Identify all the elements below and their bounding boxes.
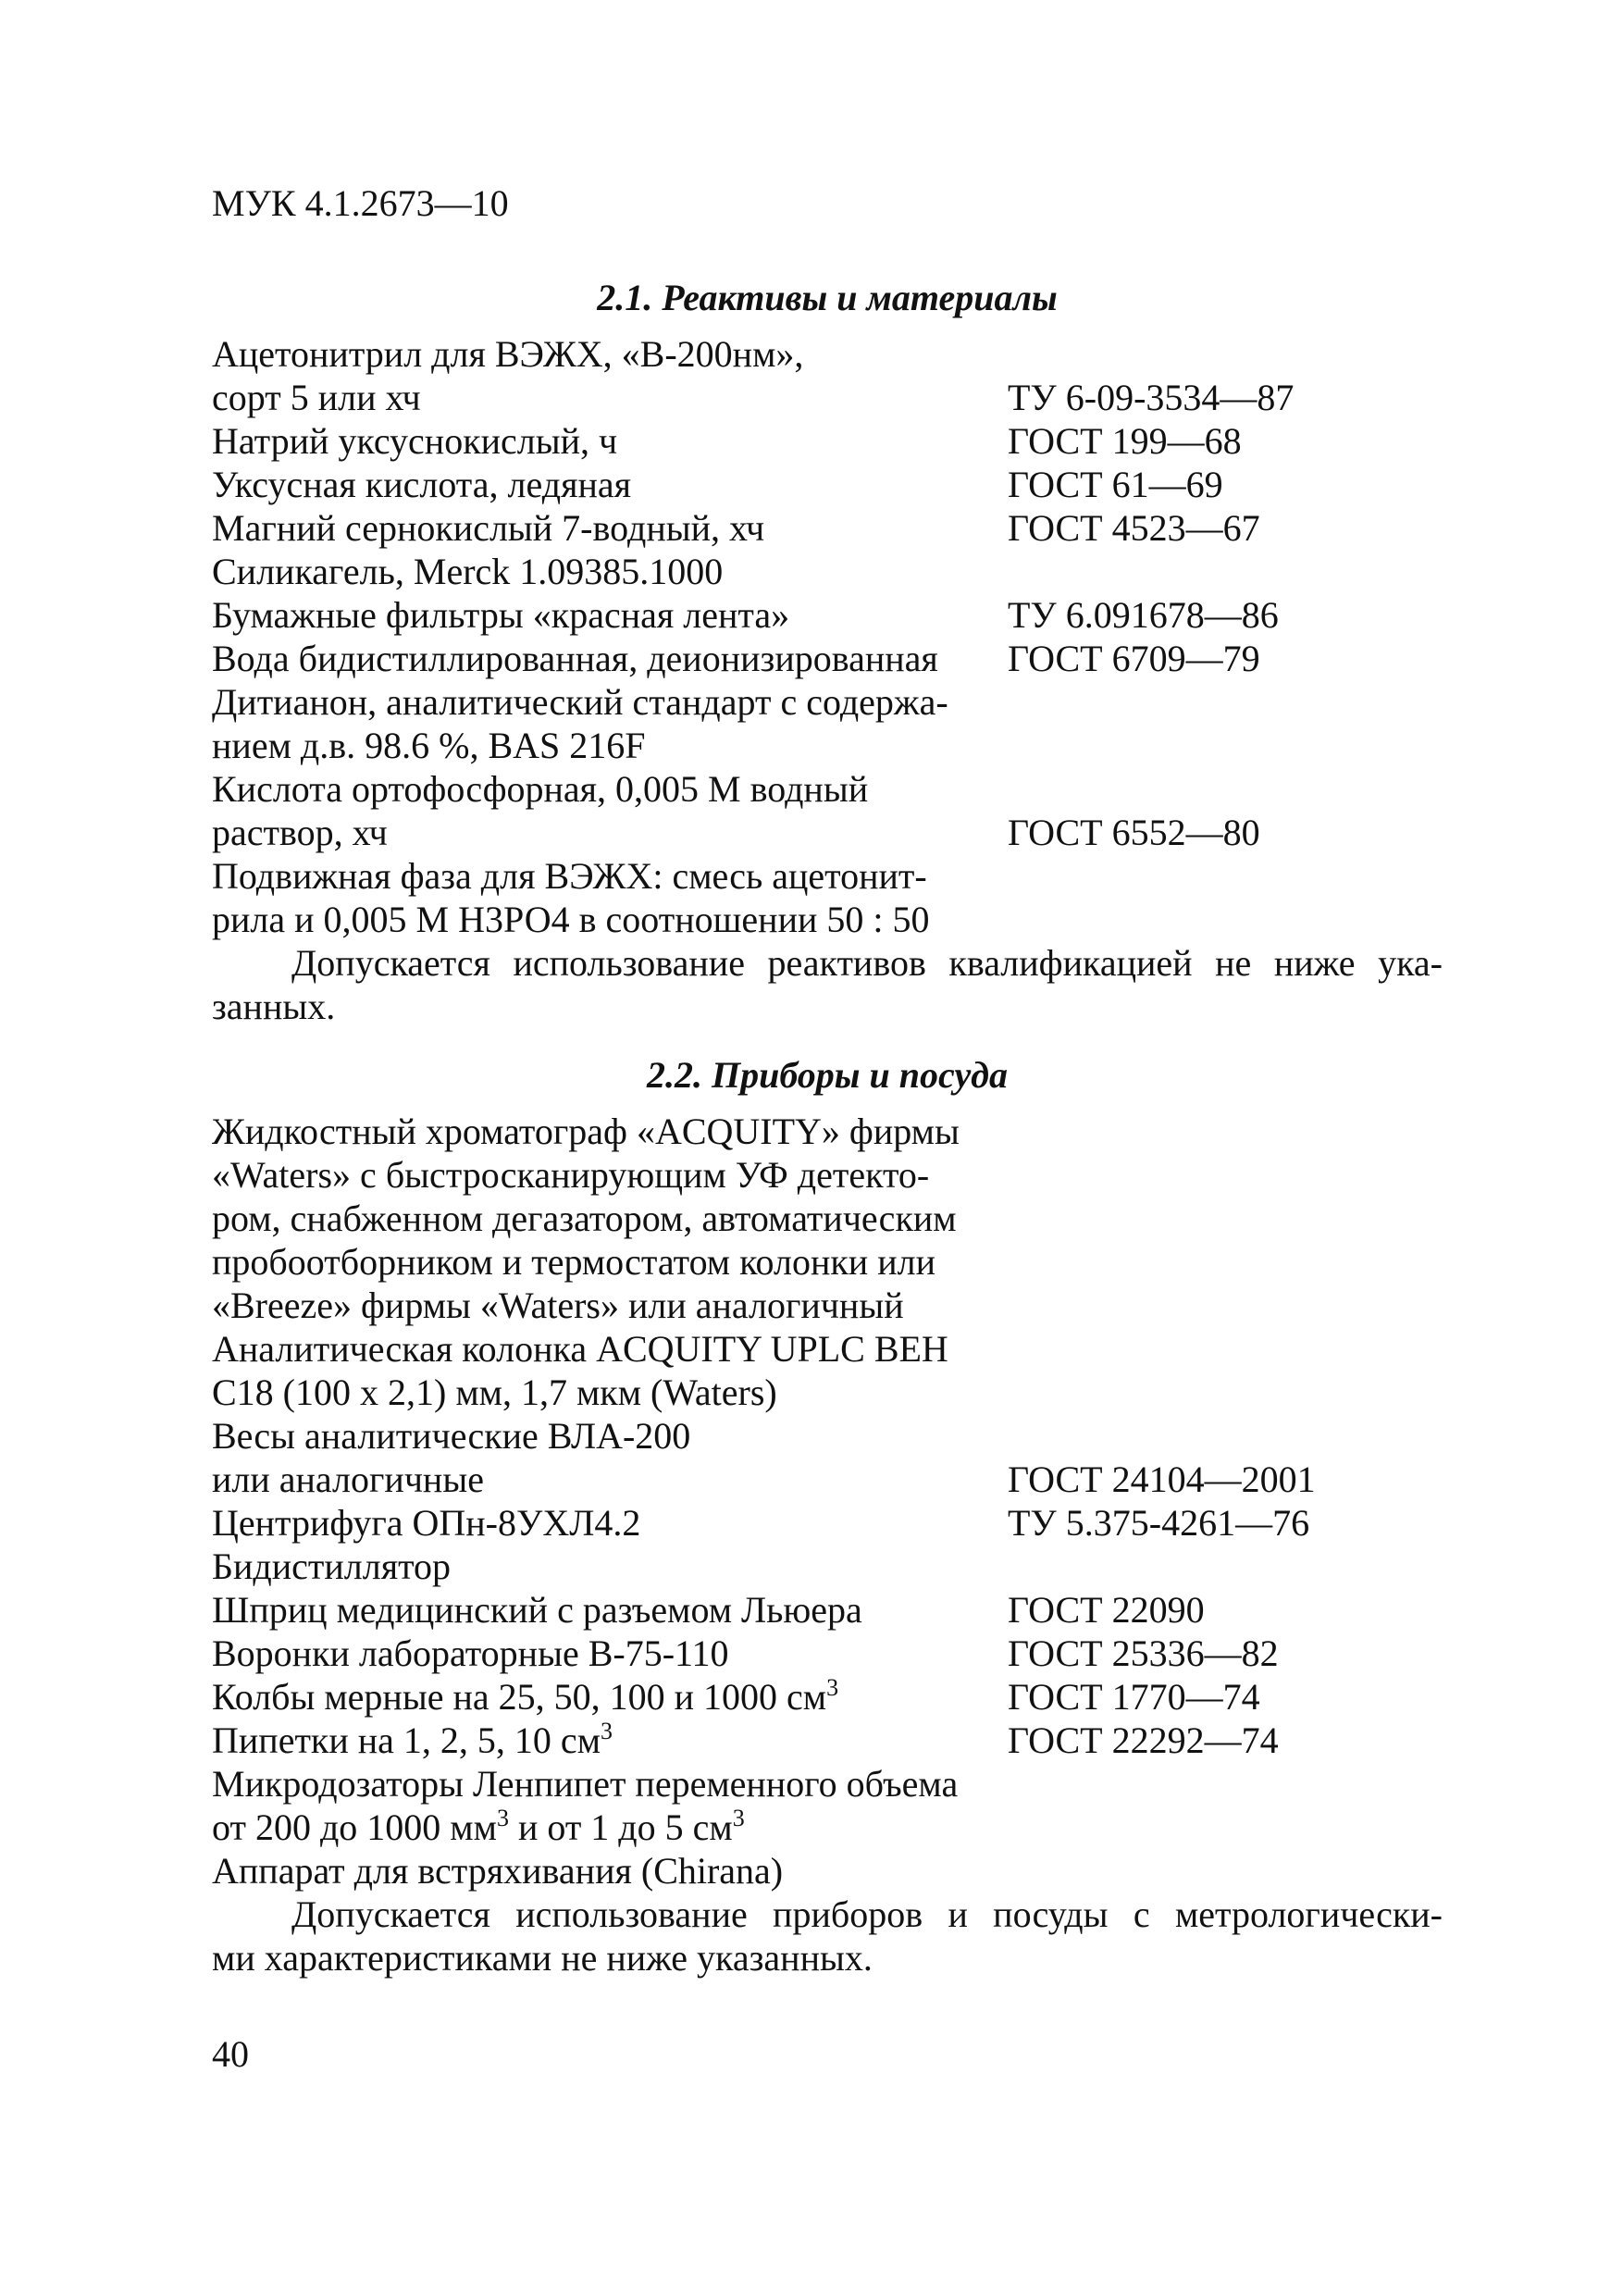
item-name: «Waters» с быстросканирующим УФ детекто-: [212, 1154, 930, 1196]
item-standard: ГОСТ 24104—2001: [1008, 1458, 1316, 1500]
item-standard: ГОСТ 61—69: [1008, 464, 1223, 505]
list-item: [212, 1197, 1443, 1240]
item-standard: ТУ 5.375-4261—76: [1008, 1502, 1310, 1544]
list-item: [212, 1284, 1443, 1327]
list-item: [212, 506, 1443, 550]
note-line: Допускается использование приборов и посуды с метрологически-: [291, 1893, 1443, 1935]
item-name: рила и 0,005 М Н3РО4 в соотношении 50 : 50: [212, 899, 930, 940]
item-name: С18 (100 х 2,1) мм, 1,7 мкм (Waters): [212, 1371, 777, 1413]
item-name: Бумажные фильтры «красная лента»: [212, 594, 790, 636]
page-number: 40: [212, 2033, 249, 2075]
instruments-list: [212, 1110, 1443, 1893]
list-item: [212, 419, 1443, 463]
item-name: Воронки лабораторные В-75-110: [212, 1632, 729, 1674]
list-item-flasks: [212, 1675, 1443, 1719]
list-item: [212, 1327, 1443, 1371]
item-name: ром, снабженном дегазатором, автоматическим: [212, 1198, 957, 1239]
list-item: [212, 463, 1443, 506]
list-item-pipettes: [212, 1719, 1443, 1762]
list-item: [212, 1806, 1443, 1849]
item-name: [212, 1719, 613, 1762]
list-item: [212, 332, 1443, 376]
item-name: Бидистиллятор: [212, 1545, 452, 1587]
item-name: Уксусная кислота, ледяная: [212, 464, 632, 505]
item-name: Жидкостный хроматограф «ACQUITY» фирмы: [212, 1111, 960, 1152]
item-name: [212, 1675, 838, 1719]
item-name: нием д.в. 98.6 %, BAS 216F: [212, 725, 646, 766]
list-item: [212, 1588, 1443, 1632]
item-standard: ГОСТ 1770—74: [1008, 1676, 1260, 1718]
item-name: «Breeze» фирмы «Waters» или аналогичный: [212, 1285, 904, 1326]
item-name: Шприц медицинский с разъемом Льюера: [212, 1589, 862, 1631]
list-item: [212, 593, 1443, 637]
superscript: 3: [826, 1674, 839, 1701]
item-name: раствор, хч: [212, 812, 388, 853]
reagents-note: [212, 941, 1443, 1028]
list-item: [212, 1414, 1443, 1458]
note-line: ми характеристиками не ниже указанных.: [212, 1937, 873, 1979]
item-name-text: Пипетки на 1, 2, 5, 10 см: [212, 1719, 601, 1761]
list-item: [212, 1762, 1443, 1806]
list-item: [212, 1458, 1443, 1501]
item-name: Кислота ортофосфорная, 0,005 М водный: [212, 768, 869, 810]
list-item: [212, 376, 1443, 419]
item-name: Натрий уксуснокислый, ч: [212, 420, 618, 462]
list-item: [212, 1632, 1443, 1675]
list-item: [212, 1849, 1443, 1893]
instruments-note: [212, 1893, 1443, 1980]
list-item: [212, 1110, 1443, 1153]
list-item: [212, 1501, 1443, 1545]
item-name: Ацетонитрил для ВЭЖХ, «В-200нм»,: [212, 333, 804, 375]
item-name: Аналитическая колонка ACQUITY UPLC BEH: [212, 1328, 948, 1370]
list-item: [212, 1371, 1443, 1414]
note-line: Допускается использование реактивов квалификацией не ниже ука-: [291, 942, 1443, 984]
item-standard: ГОСТ 199—68: [1008, 420, 1242, 462]
item-name: сорт 5 или хч: [212, 377, 421, 418]
superscript: 3: [732, 1805, 745, 1831]
note-line: занных.: [212, 986, 336, 1027]
list-item: [212, 1240, 1443, 1284]
document-header: МУК 4.1.2673—10: [212, 182, 509, 224]
item-standard: ГОСТ 22292—74: [1008, 1719, 1279, 1761]
item-name: Вода бидистиллированная, деионизированная: [212, 638, 938, 679]
item-name: [212, 1806, 745, 1849]
list-item: [212, 637, 1443, 680]
item-name: Аппарат для встряхивания (Chirana): [212, 1850, 784, 1892]
section-title-reagents: 2.1. Реактивы и материалы: [597, 277, 1058, 318]
list-item: [212, 1545, 1443, 1588]
list-item: [212, 767, 1443, 811]
item-name: Микродозаторы Ленпипет переменного объема: [212, 1763, 959, 1805]
item-name-text: Колбы мерные на 25, 50, 100 и 1000 см: [212, 1676, 827, 1718]
list-item: [212, 811, 1443, 854]
item-name: Весы аналитические ВЛА-200: [212, 1415, 691, 1457]
list-item: [212, 550, 1443, 593]
list-item: [212, 898, 1443, 941]
reagents-list: [212, 332, 1443, 941]
section-title-instruments: 2.2. Приборы и посуда: [647, 1054, 1008, 1096]
superscript: 3: [496, 1805, 509, 1831]
item-name: пробоотборником и термостатом колонки или: [212, 1241, 935, 1283]
item-name: или аналогичные: [212, 1458, 484, 1500]
item-name: Магний сернокислый 7-водный, хч: [212, 507, 765, 549]
list-item: [212, 1153, 1443, 1197]
item-standard: ГОСТ 25336—82: [1008, 1632, 1279, 1674]
item-standard: ТУ 6.091678—86: [1008, 594, 1279, 636]
item-standard: ТУ 6-09-3534—87: [1008, 377, 1295, 418]
item-standard: ГОСТ 4523—67: [1008, 507, 1260, 549]
item-standard: ГОСТ 22090: [1008, 1589, 1205, 1631]
item-name-text: от 200 до 1000 мм: [212, 1806, 497, 1848]
list-item: [212, 680, 1443, 724]
item-name-text: и от 1 до 5 см: [508, 1806, 733, 1848]
item-name: Дитианон, аналитический стандарт с содержа-: [212, 681, 948, 723]
item-name: Силикагель, Merck 1.09385.1000: [212, 551, 724, 592]
item-standard: ГОСТ 6552—80: [1008, 812, 1260, 853]
item-name: Центрифуга ОПн-8УХЛ4.2: [212, 1502, 641, 1544]
list-item: [212, 854, 1443, 898]
item-name: Подвижная фаза для ВЭЖХ: смесь ацетонит-: [212, 855, 927, 897]
item-standard: ГОСТ 6709—79: [1008, 638, 1260, 679]
list-item: [212, 724, 1443, 767]
superscript: 3: [601, 1718, 613, 1744]
